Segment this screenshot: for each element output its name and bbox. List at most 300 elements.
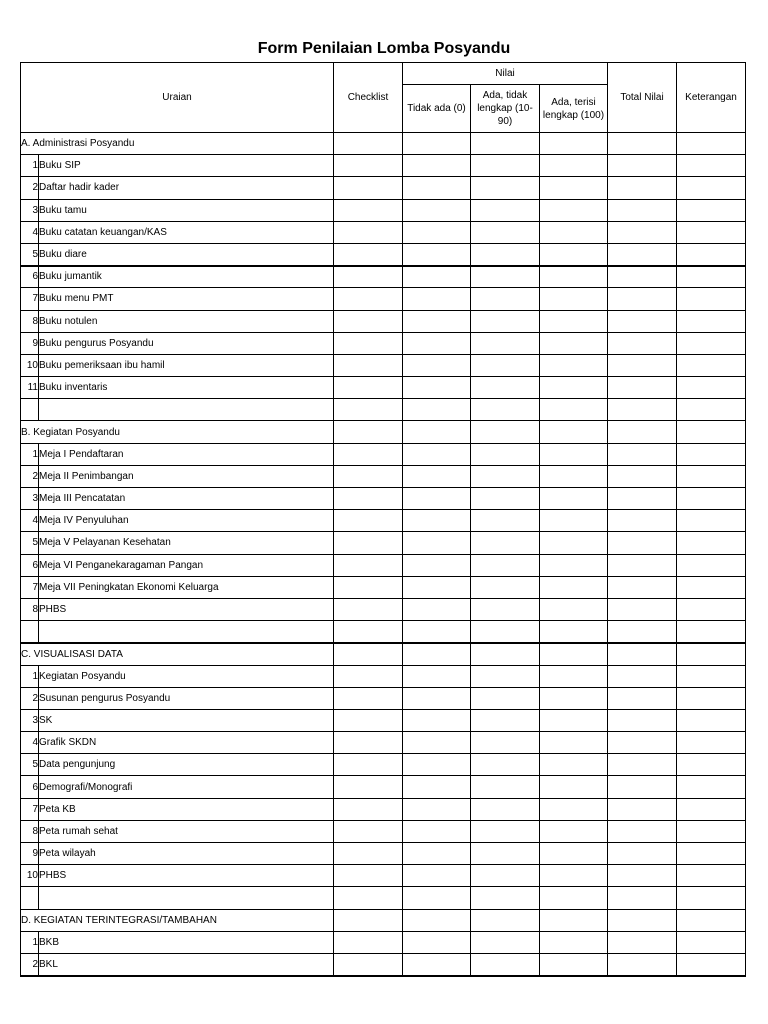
tidak-ada-cell[interactable] — [403, 754, 471, 776]
ada-terisi-lengkap-cell[interactable] — [540, 510, 608, 532]
ada-terisi-lengkap-cell[interactable] — [540, 754, 608, 776]
ada-tidak-lengkap-cell[interactable] — [471, 865, 540, 887]
checklist-cell[interactable] — [334, 221, 403, 243]
tidak-ada-cell[interactable] — [403, 133, 471, 155]
tidak-ada-cell[interactable] — [403, 354, 471, 376]
keterangan-cell[interactable] — [677, 354, 746, 376]
ada-terisi-lengkap-cell[interactable] — [540, 377, 608, 399]
checklist-cell[interactable] — [334, 310, 403, 332]
item-label: Buku SIP — [39, 155, 334, 177]
keterangan-cell[interactable] — [677, 510, 746, 532]
tidak-ada-cell[interactable] — [403, 421, 471, 443]
ada-terisi-lengkap-cell[interactable] — [540, 820, 608, 842]
keterangan-cell[interactable] — [677, 310, 746, 332]
total-nilai-cell[interactable] — [608, 776, 677, 798]
ada-tidak-lengkap-cell[interactable] — [471, 155, 540, 177]
checklist-cell[interactable] — [334, 554, 403, 576]
item-number: 4 — [21, 510, 39, 532]
item-number: 5 — [21, 532, 39, 554]
ada-terisi-lengkap-cell[interactable] — [540, 621, 608, 643]
checklist-cell[interactable] — [334, 576, 403, 598]
keterangan-cell[interactable] — [677, 465, 746, 487]
tidak-ada-cell[interactable] — [403, 865, 471, 887]
total-nilai-cell[interactable] — [608, 798, 677, 820]
ada-terisi-lengkap-cell[interactable] — [540, 554, 608, 576]
ada-terisi-lengkap-cell[interactable] — [540, 443, 608, 465]
keterangan-cell[interactable] — [677, 865, 746, 887]
total-nilai-cell[interactable] — [608, 953, 677, 975]
section-title: B. Kegiatan Posyandu — [21, 421, 334, 443]
section-row — [21, 909, 746, 931]
tidak-ada-cell[interactable] — [403, 177, 471, 199]
checklist-cell[interactable] — [334, 532, 403, 554]
ada-terisi-lengkap-cell[interactable] — [540, 576, 608, 598]
total-nilai-cell[interactable] — [608, 199, 677, 221]
ada-tidak-lengkap-cell[interactable] — [471, 665, 540, 687]
ada-terisi-lengkap-cell[interactable] — [540, 709, 608, 731]
item-number: 1 — [21, 155, 39, 177]
ada-tidak-lengkap-cell[interactable] — [471, 488, 540, 510]
tidak-ada-cell[interactable] — [403, 909, 471, 931]
item-row — [21, 177, 746, 199]
total-nilai-cell[interactable] — [608, 554, 677, 576]
ada-tidak-lengkap-cell[interactable] — [471, 621, 540, 643]
tidak-ada-cell[interactable] — [403, 155, 471, 177]
item-row — [21, 465, 746, 487]
ada-tidak-lengkap-cell[interactable] — [471, 820, 540, 842]
item-row — [21, 377, 746, 399]
item-number: 8 — [21, 310, 39, 332]
ada-terisi-lengkap-cell[interactable] — [540, 643, 608, 665]
item-number: 1 — [21, 443, 39, 465]
item-label: Kegiatan Posyandu — [39, 665, 334, 687]
keterangan-cell[interactable] — [677, 554, 746, 576]
total-nilai-cell[interactable] — [608, 576, 677, 598]
ada-terisi-lengkap-cell[interactable] — [540, 865, 608, 887]
item-row — [21, 931, 746, 953]
ada-tidak-lengkap-cell[interactable] — [471, 732, 540, 754]
total-nilai-cell[interactable] — [608, 865, 677, 887]
checklist-cell[interactable] — [334, 266, 403, 288]
total-nilai-cell[interactable] — [608, 421, 677, 443]
ada-tidak-lengkap-cell[interactable] — [471, 399, 540, 421]
ada-tidak-lengkap-cell[interactable] — [471, 243, 540, 265]
blank-label-cell — [39, 887, 334, 909]
item-label: Peta KB — [39, 798, 334, 820]
section-row — [21, 421, 746, 443]
ada-terisi-lengkap-cell[interactable] — [540, 421, 608, 443]
keterangan-cell[interactable] — [677, 199, 746, 221]
keterangan-cell[interactable] — [677, 621, 746, 643]
checklist-cell[interactable] — [334, 665, 403, 687]
ada-terisi-lengkap-cell[interactable] — [540, 732, 608, 754]
keterangan-cell[interactable] — [677, 488, 746, 510]
item-row — [21, 865, 746, 887]
item-row — [21, 776, 746, 798]
total-nilai-cell[interactable] — [608, 465, 677, 487]
item-label: Meja VI Penganekaragaman Pangan — [39, 554, 334, 576]
ada-terisi-lengkap-cell[interactable] — [540, 354, 608, 376]
keterangan-cell[interactable] — [677, 909, 746, 931]
ada-tidak-lengkap-cell[interactable] — [471, 909, 540, 931]
tidak-ada-cell[interactable] — [403, 798, 471, 820]
checklist-cell[interactable] — [334, 155, 403, 177]
checklist-cell[interactable] — [334, 421, 403, 443]
ada-tidak-lengkap-cell[interactable] — [471, 798, 540, 820]
tidak-ada-cell[interactable] — [403, 776, 471, 798]
total-nilai-cell[interactable] — [608, 399, 677, 421]
tidak-ada-cell[interactable] — [403, 399, 471, 421]
ada-tidak-lengkap-cell[interactable] — [471, 598, 540, 620]
keterangan-cell[interactable] — [677, 221, 746, 243]
tidak-ada-cell[interactable] — [403, 598, 471, 620]
keterangan-cell[interactable] — [677, 732, 746, 754]
ada-terisi-lengkap-cell[interactable] — [540, 776, 608, 798]
checklist-cell[interactable] — [334, 488, 403, 510]
item-row — [21, 332, 746, 354]
ada-terisi-lengkap-cell[interactable] — [540, 598, 608, 620]
checklist-cell[interactable] — [334, 377, 403, 399]
item-label: Buku diare — [39, 243, 334, 265]
ada-terisi-lengkap-cell[interactable] — [540, 332, 608, 354]
total-nilai-cell[interactable] — [608, 510, 677, 532]
ada-tidak-lengkap-cell[interactable] — [471, 377, 540, 399]
checklist-cell[interactable] — [334, 643, 403, 665]
total-nilai-cell[interactable] — [608, 754, 677, 776]
header-ada-terisi-lengkap: Ada, terisi lengkap (100) — [540, 85, 608, 133]
keterangan-cell[interactable] — [677, 288, 746, 310]
checklist-cell[interactable] — [334, 820, 403, 842]
ada-tidak-lengkap-cell[interactable] — [471, 421, 540, 443]
item-number: 9 — [21, 843, 39, 865]
keterangan-cell[interactable] — [677, 266, 746, 288]
ada-terisi-lengkap-cell[interactable] — [540, 177, 608, 199]
ada-tidak-lengkap-cell[interactable] — [471, 776, 540, 798]
checklist-cell[interactable] — [334, 843, 403, 865]
item-row — [21, 443, 746, 465]
tidak-ada-cell[interactable] — [403, 488, 471, 510]
checklist-cell[interactable] — [334, 332, 403, 354]
keterangan-cell[interactable] — [677, 665, 746, 687]
total-nilai-cell[interactable] — [608, 266, 677, 288]
tidak-ada-cell[interactable] — [403, 532, 471, 554]
checklist-cell[interactable] — [334, 865, 403, 887]
ada-terisi-lengkap-cell[interactable] — [540, 532, 608, 554]
ada-tidak-lengkap-cell[interactable] — [471, 887, 540, 909]
tidak-ada-cell[interactable] — [403, 931, 471, 953]
section-title: C. VISUALISASI DATA — [21, 643, 334, 665]
item-number: 5 — [21, 754, 39, 776]
keterangan-cell[interactable] — [677, 598, 746, 620]
keterangan-cell[interactable] — [677, 953, 746, 975]
ada-terisi-lengkap-cell[interactable] — [540, 310, 608, 332]
ada-tidak-lengkap-cell[interactable] — [471, 709, 540, 731]
item-label: Buku tamu — [39, 199, 334, 221]
total-nilai-cell[interactable] — [608, 133, 677, 155]
keterangan-cell[interactable] — [677, 177, 746, 199]
item-number: 10 — [21, 354, 39, 376]
blank-number-cell — [21, 399, 39, 421]
item-number: 7 — [21, 576, 39, 598]
item-number: 3 — [21, 199, 39, 221]
item-row — [21, 221, 746, 243]
item-number: 1 — [21, 665, 39, 687]
keterangan-cell[interactable] — [677, 133, 746, 155]
ada-terisi-lengkap-cell[interactable] — [540, 199, 608, 221]
keterangan-cell[interactable] — [677, 399, 746, 421]
item-number: 6 — [21, 554, 39, 576]
item-label: Demografi/Monografi — [39, 776, 334, 798]
keterangan-cell[interactable] — [677, 931, 746, 953]
item-label: Buku notulen — [39, 310, 334, 332]
total-nilai-cell[interactable] — [608, 377, 677, 399]
ada-tidak-lengkap-cell[interactable] — [471, 843, 540, 865]
ada-terisi-lengkap-cell[interactable] — [540, 221, 608, 243]
section-row — [21, 133, 746, 155]
tidak-ada-cell[interactable] — [403, 621, 471, 643]
ada-tidak-lengkap-cell[interactable] — [471, 754, 540, 776]
header-uraian: Uraian — [21, 63, 334, 133]
ada-tidak-lengkap-cell[interactable] — [471, 687, 540, 709]
keterangan-cell[interactable] — [677, 643, 746, 665]
tidak-ada-cell[interactable] — [403, 443, 471, 465]
total-nilai-cell[interactable] — [608, 887, 677, 909]
ada-terisi-lengkap-cell[interactable] — [540, 909, 608, 931]
ada-terisi-lengkap-cell[interactable] — [540, 288, 608, 310]
keterangan-cell[interactable] — [677, 887, 746, 909]
checklist-cell[interactable] — [334, 621, 403, 643]
tidak-ada-cell[interactable] — [403, 266, 471, 288]
total-nilai-cell[interactable] — [608, 310, 677, 332]
keterangan-cell[interactable] — [677, 576, 746, 598]
item-label: Buku menu PMT — [39, 288, 334, 310]
total-nilai-cell[interactable] — [608, 643, 677, 665]
checklist-cell[interactable] — [334, 465, 403, 487]
total-nilai-cell[interactable] — [608, 909, 677, 931]
total-nilai-cell[interactable] — [608, 709, 677, 731]
ada-terisi-lengkap-cell[interactable] — [540, 687, 608, 709]
item-label: Meja VII Peningkatan Ekonomi Keluarga — [39, 576, 334, 598]
ada-tidak-lengkap-cell[interactable] — [471, 199, 540, 221]
tidak-ada-cell[interactable] — [403, 687, 471, 709]
tidak-ada-cell[interactable] — [403, 843, 471, 865]
checklist-cell[interactable] — [334, 687, 403, 709]
keterangan-cell[interactable] — [677, 687, 746, 709]
ada-tidak-lengkap-cell[interactable] — [471, 266, 540, 288]
keterangan-cell[interactable] — [677, 421, 746, 443]
tidak-ada-cell[interactable] — [403, 510, 471, 532]
ada-tidak-lengkap-cell[interactable] — [471, 532, 540, 554]
ada-terisi-lengkap-cell[interactable] — [540, 953, 608, 975]
checklist-cell[interactable] — [334, 354, 403, 376]
checklist-cell[interactable] — [334, 199, 403, 221]
header-keterangan: Keterangan — [677, 63, 746, 133]
tidak-ada-cell[interactable] — [403, 288, 471, 310]
checklist-cell[interactable] — [334, 798, 403, 820]
tidak-ada-cell[interactable] — [403, 377, 471, 399]
ada-tidak-lengkap-cell[interactable] — [471, 576, 540, 598]
item-number: 7 — [21, 798, 39, 820]
checklist-cell[interactable] — [334, 754, 403, 776]
ada-tidak-lengkap-cell[interactable] — [471, 310, 540, 332]
item-number: 6 — [21, 266, 39, 288]
total-nilai-cell[interactable] — [608, 532, 677, 554]
header-tidak-ada: Tidak ada (0) — [403, 85, 471, 133]
item-row — [21, 155, 746, 177]
total-nilai-cell[interactable] — [608, 488, 677, 510]
ada-tidak-lengkap-cell[interactable] — [471, 953, 540, 975]
keterangan-cell[interactable] — [677, 532, 746, 554]
keterangan-cell[interactable] — [677, 155, 746, 177]
total-nilai-cell[interactable] — [608, 598, 677, 620]
checklist-cell[interactable] — [334, 909, 403, 931]
checklist-cell[interactable] — [334, 288, 403, 310]
ada-terisi-lengkap-cell[interactable] — [540, 798, 608, 820]
tidak-ada-cell[interactable] — [403, 554, 471, 576]
ada-tidak-lengkap-cell[interactable] — [471, 332, 540, 354]
ada-tidak-lengkap-cell[interactable] — [471, 288, 540, 310]
checklist-cell[interactable] — [334, 177, 403, 199]
ada-terisi-lengkap-cell[interactable] — [540, 931, 608, 953]
ada-tidak-lengkap-cell[interactable] — [471, 643, 540, 665]
item-number: 2 — [21, 177, 39, 199]
total-nilai-cell[interactable] — [608, 243, 677, 265]
ada-tidak-lengkap-cell[interactable] — [471, 554, 540, 576]
ada-tidak-lengkap-cell[interactable] — [471, 465, 540, 487]
total-nilai-cell[interactable] — [608, 332, 677, 354]
total-nilai-cell[interactable] — [608, 443, 677, 465]
total-nilai-cell[interactable] — [608, 820, 677, 842]
item-number: 4 — [21, 221, 39, 243]
keterangan-cell[interactable] — [677, 843, 746, 865]
total-nilai-cell[interactable] — [608, 155, 677, 177]
item-label: Buku inventaris — [39, 377, 334, 399]
total-nilai-cell[interactable] — [608, 177, 677, 199]
tidak-ada-cell[interactable] — [403, 576, 471, 598]
item-number: 10 — [21, 865, 39, 887]
tidak-ada-cell[interactable] — [403, 887, 471, 909]
keterangan-cell[interactable] — [677, 820, 746, 842]
blank-number-cell — [21, 621, 39, 643]
total-nilai-cell[interactable] — [608, 665, 677, 687]
item-label: Meja I Pendaftaran — [39, 443, 334, 465]
total-nilai-cell[interactable] — [608, 354, 677, 376]
checklist-cell[interactable] — [334, 709, 403, 731]
item-label: Buku jumantik — [39, 266, 334, 288]
keterangan-cell[interactable] — [677, 243, 746, 265]
item-label: Grafik SKDN — [39, 732, 334, 754]
keterangan-cell[interactable] — [677, 709, 746, 731]
tidak-ada-cell[interactable] — [403, 709, 471, 731]
checklist-cell[interactable] — [334, 243, 403, 265]
total-nilai-cell[interactable] — [608, 288, 677, 310]
item-row — [21, 820, 746, 842]
ada-terisi-lengkap-cell[interactable] — [540, 665, 608, 687]
keterangan-cell[interactable] — [677, 332, 746, 354]
item-number: 2 — [21, 465, 39, 487]
ada-terisi-lengkap-cell[interactable] — [540, 488, 608, 510]
item-label: PHBS — [39, 865, 334, 887]
item-row — [21, 687, 746, 709]
ada-tidak-lengkap-cell[interactable] — [471, 354, 540, 376]
ada-terisi-lengkap-cell[interactable] — [540, 266, 608, 288]
header-ada-tidak-lengkap: Ada, tidak lengkap (10-90) — [471, 85, 540, 133]
checklist-cell[interactable] — [334, 443, 403, 465]
ada-terisi-lengkap-cell[interactable] — [540, 887, 608, 909]
item-row — [21, 266, 746, 288]
keterangan-cell[interactable] — [677, 377, 746, 399]
tidak-ada-cell[interactable] — [403, 732, 471, 754]
ada-tidak-lengkap-cell[interactable] — [471, 931, 540, 953]
item-label: BKB — [39, 931, 334, 953]
item-number: 6 — [21, 776, 39, 798]
ada-terisi-lengkap-cell[interactable] — [540, 133, 608, 155]
total-nilai-cell[interactable] — [608, 931, 677, 953]
checklist-cell[interactable] — [334, 931, 403, 953]
checklist-cell[interactable] — [334, 732, 403, 754]
item-row — [21, 199, 746, 221]
ada-terisi-lengkap-cell[interactable] — [540, 243, 608, 265]
ada-terisi-lengkap-cell[interactable] — [540, 465, 608, 487]
item-number: 2 — [21, 687, 39, 709]
tidak-ada-cell[interactable] — [403, 953, 471, 975]
checklist-cell[interactable] — [334, 953, 403, 975]
checklist-cell[interactable] — [334, 598, 403, 620]
item-label: BKL — [39, 953, 334, 975]
tidak-ada-cell[interactable] — [403, 310, 471, 332]
ada-terisi-lengkap-cell[interactable] — [540, 399, 608, 421]
ada-tidak-lengkap-cell[interactable] — [471, 133, 540, 155]
item-row — [21, 843, 746, 865]
tidak-ada-cell[interactable] — [403, 465, 471, 487]
total-nilai-cell[interactable] — [608, 621, 677, 643]
blank-row — [21, 399, 746, 421]
section-title: D. KEGIATAN TERINTEGRASI/TAMBAHAN — [21, 909, 334, 931]
total-nilai-cell[interactable] — [608, 221, 677, 243]
ada-terisi-lengkap-cell[interactable] — [540, 843, 608, 865]
blank-number-cell — [21, 887, 39, 909]
ada-tidak-lengkap-cell[interactable] — [471, 221, 540, 243]
checklist-cell[interactable] — [334, 133, 403, 155]
item-number: 8 — [21, 598, 39, 620]
ada-tidak-lengkap-cell[interactable] — [471, 177, 540, 199]
keterangan-cell[interactable] — [677, 443, 746, 465]
tidak-ada-cell[interactable] — [403, 643, 471, 665]
total-nilai-cell[interactable] — [608, 843, 677, 865]
checklist-cell[interactable] — [334, 887, 403, 909]
ada-tidak-lengkap-cell[interactable] — [471, 443, 540, 465]
ada-terisi-lengkap-cell[interactable] — [540, 155, 608, 177]
item-row — [21, 510, 746, 532]
blank-row — [21, 621, 746, 643]
checklist-cell[interactable] — [334, 510, 403, 532]
checklist-cell[interactable] — [334, 399, 403, 421]
tidak-ada-cell[interactable] — [403, 665, 471, 687]
checklist-cell[interactable] — [334, 776, 403, 798]
keterangan-cell[interactable] — [677, 776, 746, 798]
keterangan-cell[interactable] — [677, 754, 746, 776]
tidak-ada-cell[interactable] — [403, 243, 471, 265]
total-nilai-cell[interactable] — [608, 687, 677, 709]
keterangan-cell[interactable] — [677, 798, 746, 820]
tidak-ada-cell[interactable] — [403, 820, 471, 842]
ada-tidak-lengkap-cell[interactable] — [471, 510, 540, 532]
item-row — [21, 288, 746, 310]
tidak-ada-cell[interactable] — [403, 221, 471, 243]
tidak-ada-cell[interactable] — [403, 332, 471, 354]
total-nilai-cell[interactable] — [608, 732, 677, 754]
tidak-ada-cell[interactable] — [403, 199, 471, 221]
